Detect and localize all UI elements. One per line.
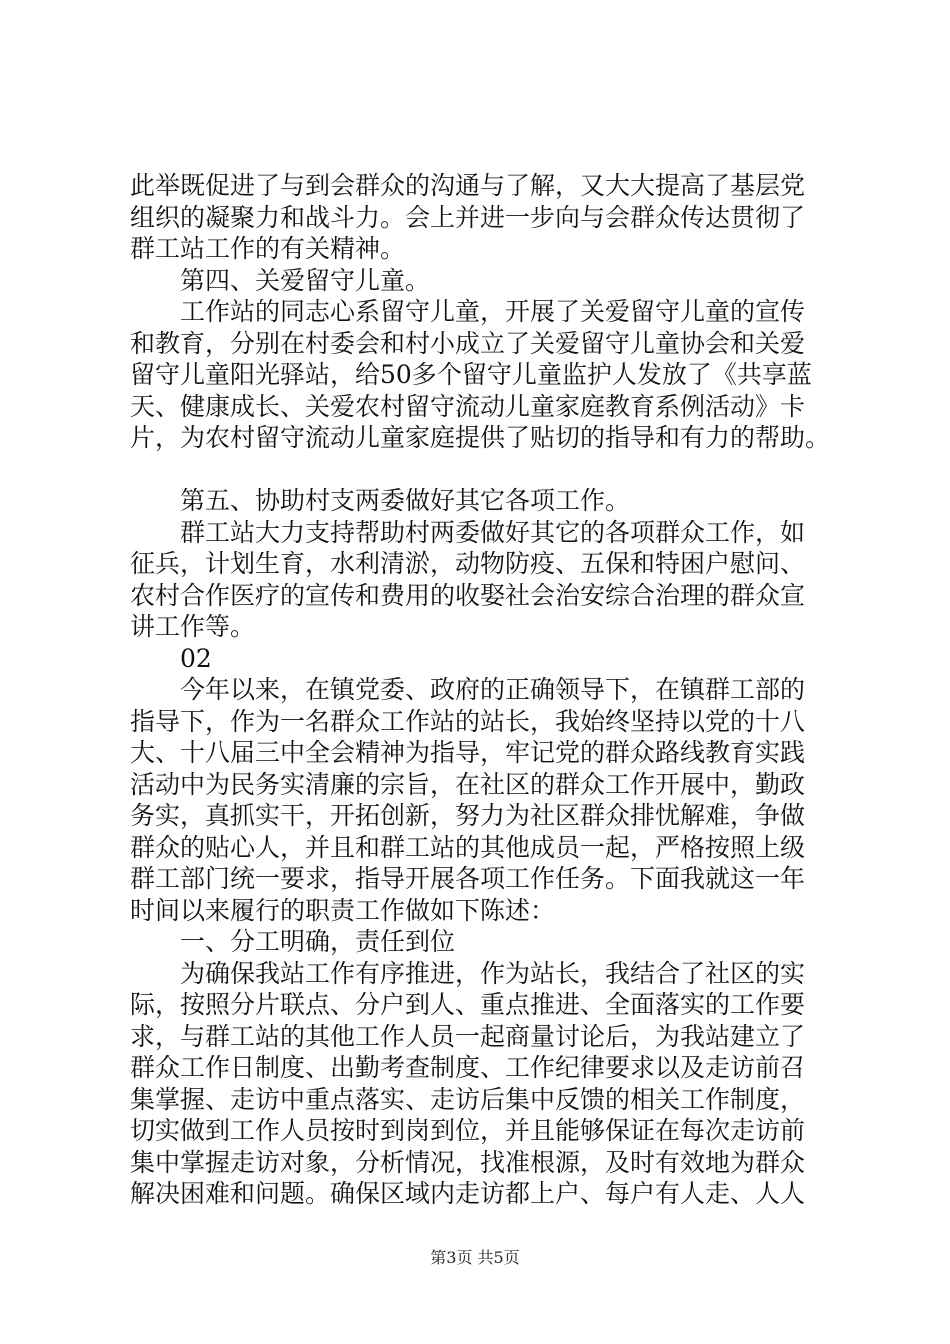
text-line: 留守儿童阳光驿站，给50多个留守儿童监护人发放了《共享蓝	[130, 360, 812, 389]
text-line: 和教育，分别在村委会和村小成立了关爱留守儿童协会和关爱	[130, 328, 806, 358]
text-line: 讲工作等。	[130, 612, 256, 641]
text-line: 为确保我站工作有序推进，作为站长，我结合了社区的实	[180, 958, 806, 988]
text-line: 农村合作医疗的宣传和费用的收娶社会治安综合治理的群众宣	[130, 580, 806, 610]
text-line: 群工站工作的有关精神。	[130, 234, 406, 263]
text-line: 指导下，作为一名群众工作站的站长，我始终坚持以党的十八	[130, 706, 806, 736]
text-line: 组织的凝聚力和战斗力。会上并进一步向与会群众传达贯彻了	[130, 202, 806, 232]
section-heading: 一、分工明确，责任到位	[180, 927, 456, 956]
section-heading: 第五、协助村支两委做好其它各项工作。	[180, 486, 631, 515]
page-footer: 第3页 共5页	[430, 1248, 520, 1267]
text-line: 切实做到工作人员按时到岗到位，并且能够保证在每次走访前	[130, 1116, 806, 1145]
text-line: 群工站大力支持帮助村两委做好其它的各项群众工作，如	[180, 517, 806, 547]
text-line: 天、健康成长、关爱农村留守流动儿童家庭教育系例活动》卡	[130, 391, 806, 421]
document-body	[130, 170, 830, 1210]
text-line: 此举既促进了与到会群众的沟通与了解，又大大提高了基层党	[130, 171, 806, 200]
section-heading: 第四、关爱留守儿童。	[180, 265, 431, 295]
paragraph-gap	[130, 454, 830, 486]
text-line: 集掌握、走访中重点落实、走访后集中反馈的相关工作制度，	[130, 1084, 806, 1114]
text-line: 际，按照分片联点、分户到人、重点推进、全面落实的工作要	[130, 990, 806, 1019]
section-number: 02	[180, 643, 212, 673]
text-line: 片，为农村留守流动儿童家庭提供了贴切的指导和有力的帮助。	[130, 423, 830, 452]
text-line: 求，与群工站的其他工作人员一起商量讨论后，为我站建立了	[130, 1021, 806, 1051]
text-line: 群众工作日制度、出勤考查制度、工作纪律要求以及走访前召	[130, 1053, 806, 1082]
text-line: 今年以来，在镇党委、政府的正确领导下，在镇群工部的	[180, 675, 806, 704]
text-line: 群众的贴心人，并且和群工站的其他成员一起，严格按照上级	[130, 832, 806, 862]
text-line: 征兵，计划生育，水利清淤，动物防疫、五保和特困户慰问、	[130, 549, 806, 578]
text-line: 工作站的同志心系留守儿童，开展了关爱留守儿童的宣传	[180, 297, 806, 326]
text-line: 务实，真抓实干，开拓创新，努力为社区群众排忧解难，争做	[130, 801, 806, 830]
text-line: 活动中为民务实清廉的宗旨，在社区的群众工作开展中，勤政	[130, 769, 806, 799]
text-line: 大、十八届三中全会精神为指导，牢记党的群众路线教育实践	[130, 738, 806, 767]
text-line: 时间以来履行的职责工作做如下陈述：	[130, 895, 556, 925]
text-line: 解决困难和问题。确保区域内走访都上户、每户有人走、人人	[130, 1179, 806, 1208]
text-line: 群工部门统一要求，指导开展各项工作任务。下面我就这一年	[130, 864, 806, 893]
text-line: 集中掌握走访对象，分析情况，找准根源，及时有效地为群众	[130, 1147, 806, 1177]
